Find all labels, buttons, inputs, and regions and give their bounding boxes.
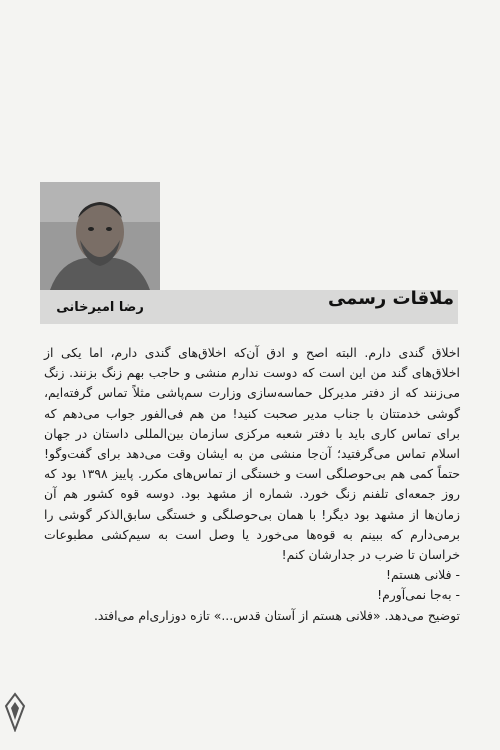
author-name: رضا امیرخانی bbox=[56, 299, 144, 315]
article-body bbox=[44, 343, 460, 626]
closing-paragraph: توضیح می‌دهد. «فلانی هستم از آستان قدس...» تازه دوزاری‌ام می‌افتد. bbox=[93, 607, 460, 623]
article-title: ملاقات رسمی bbox=[327, 288, 454, 309]
dialog-line-2: - به‌جا نمی‌آورم! bbox=[377, 587, 460, 603]
publisher-logo-icon bbox=[4, 692, 26, 732]
body-paragraph: اخلاق گندی دارم. البته اصح و ادق آن‌که اخلاق‌های گندی دارم، اما یکی از اخلاق‌های گند من این است که دوست ندارم منشی و حاجب بهم زنگ بزنند. زنگ می‌زنند که از دفتر مدیرکل حماسه‌سازی وزارت سم‌پاشی مثلاً تماس گرفته‌ایم، گوشی خدمتتان با جناب مدیر صحبت کنید! من هم فی‌الفور جواب می‌دهم که برای تماس کاری باید با دفتر شعبه مرکزی سازمان بین‌المللی داستان در جهان اسلام تماس می‌گرفتید؛ آن‌جا منشی من به ایشان وقت می‌دهد برای گفت‌وگو! حتماً کمی هم بی‌حوصلگی است و خستگی از تماس‌های مکرر. پاییز ۱۳۹۸ بود که روز جمعه‌ای تلفنم زنگ خورد. شماره از مشهد بود. دوسه قوه کشور هم آن زمان‌ها از مشهد بود دیگر! با همان بی‌حوصلگی و خستگی سابق‌الذکر گوشی را برمی‌دارم که ببینم به قوه‌ها می‌خورد یا وصل است به سیم‌کشی مطبوعات خراسان تا ضرب در جدارشان کنم! bbox=[44, 345, 460, 563]
dialog-line-1: - فلانی هستم! bbox=[386, 567, 460, 583]
author-photo bbox=[40, 182, 160, 290]
